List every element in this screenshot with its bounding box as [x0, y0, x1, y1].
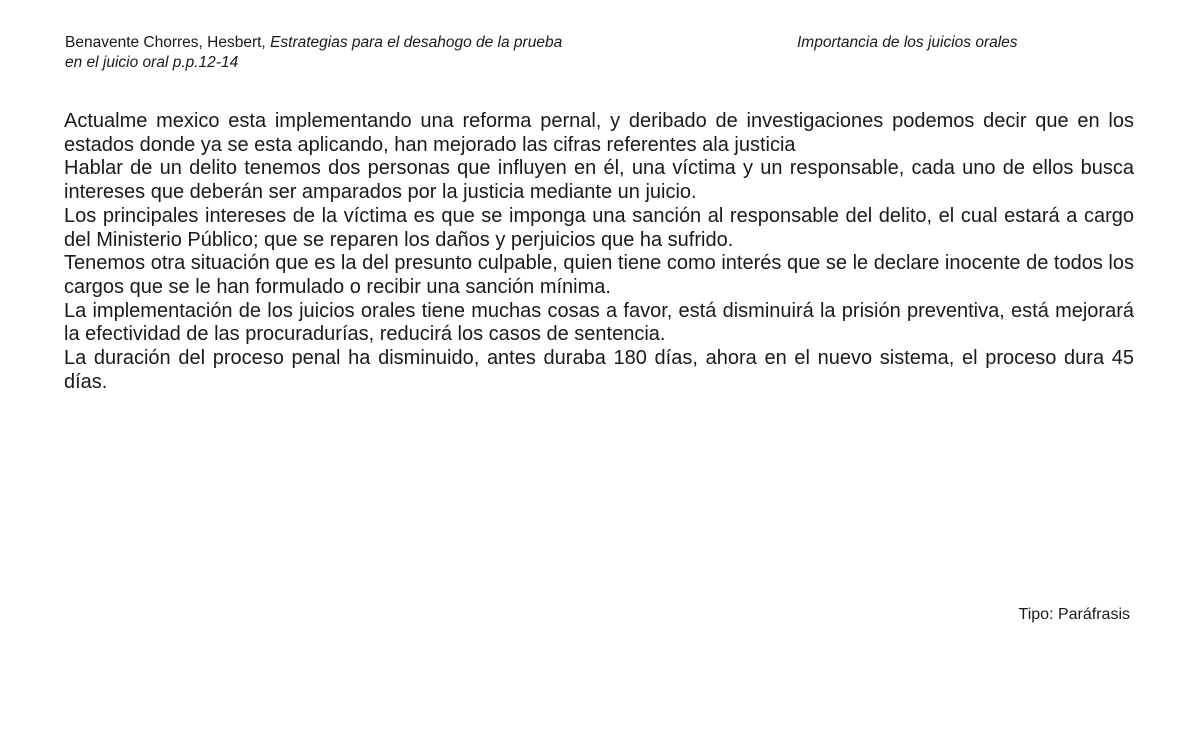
citation-author: Benavente Chorres, Hesbert,: [65, 34, 271, 51]
paragraph-4: Tenemos otra situación que es la del presunto culpable, quien tiene como interés que se le declare inocente de todos los cargos que se le han formulado o recibir una sanción mínima.: [64, 252, 1134, 298]
citation: [65, 33, 565, 73]
page-header: [65, 33, 1135, 79]
paragraph-6: La duración del proceso penal ha disminuido, antes duraba 180 días, ahora en el nuevo sistema, el proceso dura 45 días.: [64, 347, 1134, 393]
paragraph-1: Actualme mexico esta implementando una reforma pernal, y deribado de investigaciones podemos decir que en los estados donde ya se esta aplicando, han mejorado las cifras referentes ala justicia: [64, 110, 1134, 156]
paragraph-2: Hablar de un delito tenemos dos personas que influyen en él, una víctima y un responsable, cada uno de ellos busca intereses que deberán ser amparados por la justicia mediante un juicio.: [64, 157, 1134, 204]
citation-title: Estrategias para el desahogo de la prueba en el juicio oral p.p.12-14: [65, 34, 563, 71]
paragraph-5: La implementación de los juicios orales tiene muchas cosas a favor, está disminuirá la prisión preventiva, está mejorará la efectividad de las procuradurías, reducirá los casos de sentencia.: [64, 299, 1134, 346]
paragraph-3: Los principales intereses de la víctima es que se imponga una sanción al responsable del delito, el cual estará a cargo del Ministerio Público; que se reparen los daños y perjuicios que ha sufrido.: [64, 204, 1134, 251]
type-label: Tipo: Paráfrasis: [1018, 606, 1130, 623]
body-text: [64, 110, 1134, 394]
topic-title: Importancia de los juicios orales: [797, 34, 1018, 51]
